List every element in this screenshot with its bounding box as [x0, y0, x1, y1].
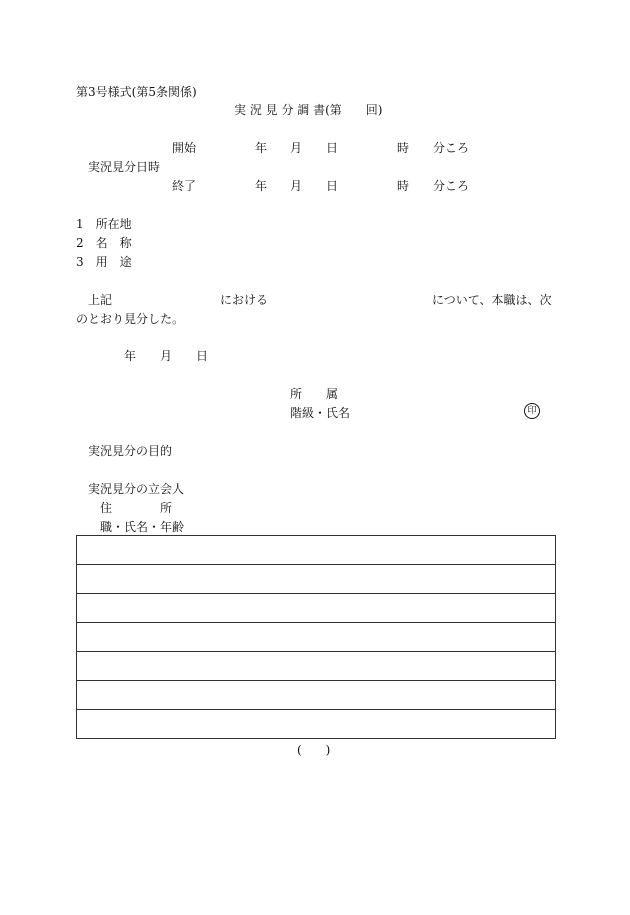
purpose-label: 実況見分の目的: [88, 444, 173, 458]
datetime-label: 実況見分日時: [88, 160, 161, 174]
witness-row: [77, 623, 556, 652]
item-name: 2 名 称: [76, 236, 132, 250]
start-month: 月: [290, 141, 303, 155]
item-location: 1 所在地: [76, 217, 132, 231]
witness-row: [77, 594, 556, 623]
witness-row: [77, 536, 556, 565]
witness-cell: [77, 681, 556, 710]
end-minute: 分ころ: [433, 179, 470, 193]
witness-cell: [77, 710, 556, 739]
form-number: 第3号様式(第5条関係): [76, 85, 197, 99]
seal-mark: 印: [524, 403, 540, 419]
start-year: 年: [255, 141, 268, 155]
page-number: ( ): [297, 743, 331, 757]
end-day: 日: [326, 179, 339, 193]
date-month: 月: [160, 349, 173, 363]
statement-line2: のとおり見分した。: [76, 312, 185, 326]
start-day: 日: [326, 141, 339, 155]
witness-cell: [77, 623, 556, 652]
affiliation-label: 所 属: [290, 387, 339, 401]
end-label: 終了: [172, 179, 197, 193]
witness-cell: [77, 565, 556, 594]
rank-name-label: 階級・氏名: [290, 406, 351, 420]
start-label: 開始: [172, 141, 197, 155]
witness-table: [76, 535, 556, 739]
witness-address-label: 住 所: [100, 501, 173, 515]
witness-cell: [77, 594, 556, 623]
statement-prefix: 上記: [88, 293, 113, 307]
witness-cell: [77, 652, 556, 681]
end-hour: 時: [397, 179, 410, 193]
witness-job-name-age-label: 職・氏名・年齢: [100, 520, 185, 534]
statement-suffix: について、本職は、次: [432, 293, 552, 307]
item-use: 3 用 途: [76, 255, 132, 269]
date-year: 年: [124, 349, 137, 363]
start-minute: 分ころ: [433, 141, 470, 155]
witness-row: [77, 710, 556, 739]
end-month: 月: [290, 179, 303, 193]
document-title: 実 況 見 分 調 書(第 回): [234, 103, 383, 117]
date-day: 日: [196, 349, 209, 363]
statement-middle: における: [220, 293, 269, 307]
end-year: 年: [255, 179, 268, 193]
witness-row: [77, 652, 556, 681]
witness-cell: [77, 536, 556, 565]
witness-row: [77, 681, 556, 710]
witness-row: [77, 565, 556, 594]
witness-label: 実況見分の立会人: [88, 482, 185, 496]
start-hour: 時: [397, 141, 410, 155]
